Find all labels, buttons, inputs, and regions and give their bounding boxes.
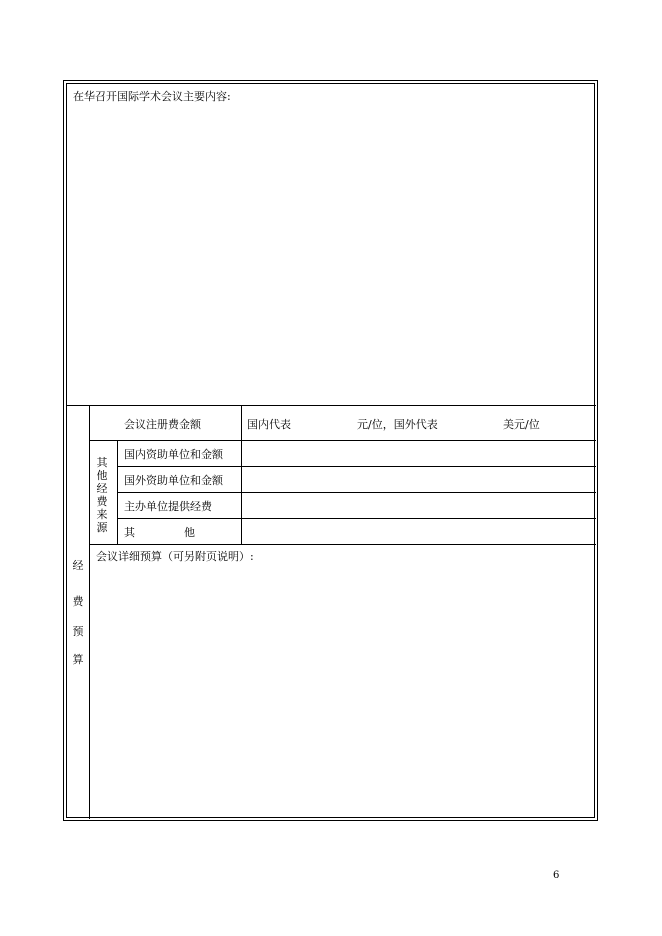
host-funding-input[interactable] [243,494,594,517]
domestic-unit-label: 元/位，国外代表 [357,418,438,431]
other-funding-input[interactable] [243,520,594,543]
application-form-table [66,83,595,818]
fee-row-divider [89,440,596,441]
application-form-frame [63,80,598,821]
budget-label-char: 费 [72,595,84,608]
meeting-content-label: 在华召开国际学术会议主要内容: [73,90,231,103]
sources-row-divider [117,466,596,467]
detailed-budget-label: 会议详细预算（可另附页说明）: [96,550,254,563]
sources-row-divider [117,518,596,519]
registration-fee-label: 会议注册费金额 [124,418,201,431]
other-sources-label-char: 经 [96,482,108,495]
other-funding-label: 其 他 [124,526,195,539]
page-number: 6 [553,870,560,881]
host-funding-label: 主办单位提供经费 [124,500,212,513]
domestic-fee-input[interactable] [299,414,353,432]
budget-label-char: 经 [72,559,84,572]
foreign-unit-label: 美元/位 [503,418,540,431]
budget-label-char: 预 [72,625,84,638]
foreign-sponsor-label: 国外资助单位和金额 [124,474,223,487]
content-budget-divider [67,405,596,406]
detailed-budget-area[interactable] [91,566,594,816]
other-sources-label-char: 其 [96,456,108,469]
other-sources-label-char: 来 [96,508,108,521]
foreign-sponsor-input[interactable] [243,468,594,491]
other-sources-label-char: 费 [96,495,108,508]
domestic-representative-label: 国内代表 [247,418,291,431]
foreign-fee-input[interactable] [447,414,501,432]
budget-detail-divider [89,544,596,545]
other-sources-label-char: 源 [96,521,108,534]
sources-row-divider [117,492,596,493]
domestic-sponsor-input[interactable] [243,442,594,465]
other-sources-label-char: 他 [96,469,108,482]
meeting-content-area[interactable] [69,106,593,406]
budget-label-char: 算 [72,653,84,666]
domestic-sponsor-label: 国内资助单位和金额 [124,448,223,461]
fee-value-column-divider [241,405,242,544]
budget-column-divider [89,405,90,819]
